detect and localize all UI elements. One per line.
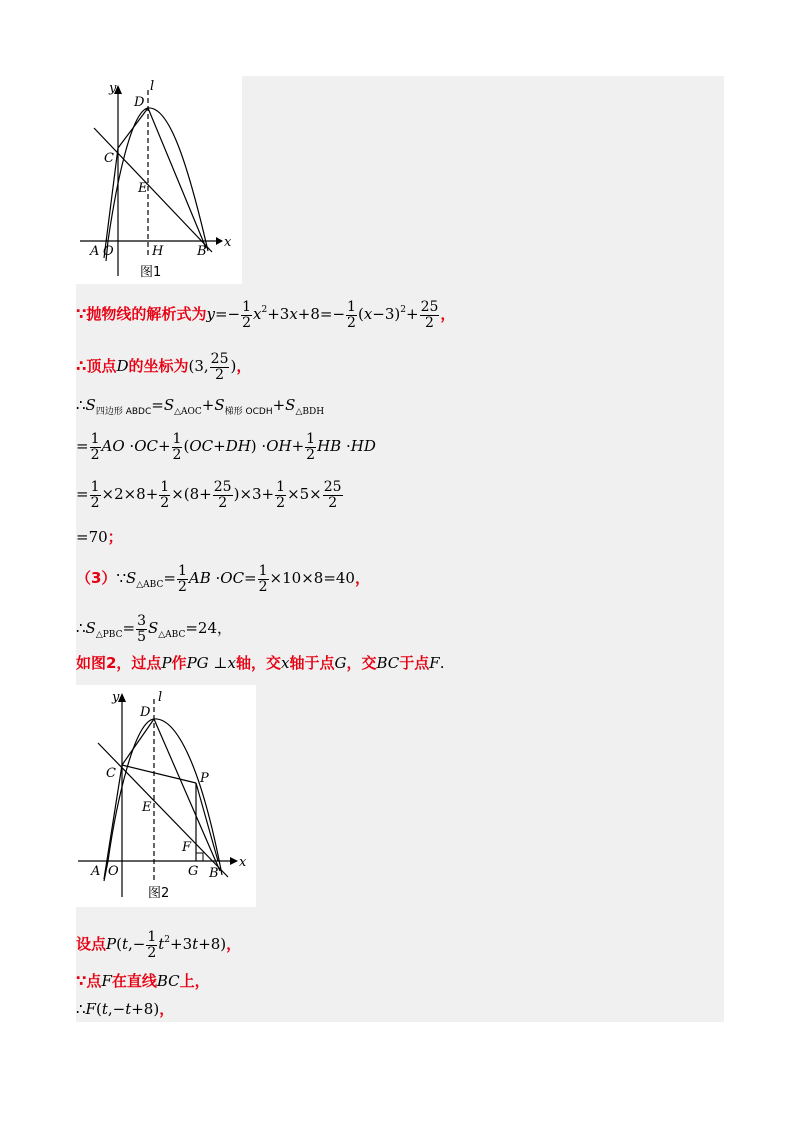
line1-intro: ∵抛物线的解析式为 [76, 305, 207, 324]
line-area-result [76, 530, 123, 545]
line3-therefore: ∴ [76, 396, 86, 414]
line10-intro: 设点 [76, 935, 107, 954]
line8-sub-pbc: △PBC [95, 630, 123, 641]
line3-sub-quad: 四边形 ABDC [95, 407, 152, 417]
line3-sub-bdh: △BDH [295, 407, 325, 417]
line8-therefore: ∴ [76, 619, 86, 638]
fig2-label-e: E [142, 800, 152, 815]
fig2-label-d: D [140, 705, 151, 720]
line11-mid: 在直线 [111, 972, 157, 990]
line2-mid: 的坐标为 [128, 357, 189, 376]
line-parabola-equation: ∵抛物线的解析式为y=− $\frac{1}{2}$ $x^2+3x+8=-$ $\frac{1}{2}$ $(x-3)^2+$ $\frac{25}{2}$ ， [76, 299, 456, 331]
fig1-caption: 图1 [140, 265, 162, 280]
fig1-label-d: D [134, 95, 145, 110]
line9-f: 于点 [399, 654, 430, 672]
line9-c: 轴，交 [235, 654, 281, 672]
figure-1-graph [76, 76, 242, 284]
line12-therefore: ∴ [76, 1000, 86, 1018]
fig2-caption: 图2 [148, 886, 170, 901]
line-area-formula: = $\frac{1}{2}$ AO ·OC+ $\frac{1}{2}$ (OC+DH) ·OH+ $\frac{1}{2}$ HB ·HD [76, 431, 376, 463]
fig1-label-x: x [224, 235, 232, 250]
line9-e: ，交 [346, 654, 377, 672]
figure-2-graph [76, 685, 256, 907]
line12-end: ， [159, 1000, 175, 1018]
fig1-label-y: y [109, 81, 117, 96]
line7-end: ， [354, 569, 370, 588]
line7-sub: △ABC [136, 580, 164, 591]
line8-sub-abc: △ABC [158, 630, 186, 641]
line7-part: （3） [76, 569, 117, 588]
line10-end: ， [226, 935, 242, 954]
figure-1 [76, 76, 242, 284]
line6-end: ； [107, 528, 123, 546]
fig2-label-o: O [108, 864, 119, 879]
fig1-label-o: O [103, 244, 114, 259]
line-point-p: 设点P(t,− $\frac{1}{2}$ $t^2+3t+8$)， [76, 929, 242, 961]
line9-d: 轴于点 [289, 654, 335, 672]
line1-end: ， [440, 305, 456, 324]
line7-because: ∵ [116, 569, 126, 588]
line9-b: 作 [171, 654, 187, 672]
line6-value: =70 [76, 528, 108, 546]
fig2-label-f: F [182, 840, 192, 855]
fig1-label-l: l [150, 79, 155, 94]
line11-end: 上， [179, 972, 210, 990]
fig2-label-c: C [106, 766, 116, 781]
fig2-label-p: P [200, 771, 209, 786]
line-point-f: ∴F(t,−t+8)， [76, 1000, 175, 1018]
fig1-label-b: B [197, 244, 207, 259]
line-area-numbers: = $\frac{1}{2}$ ×2×8+ $\frac{1}{2}$ ×(8+ $\frac{25}{2}$ )×3+ $\frac{1}{2}$ ×5× $\frac{25}{2}$ [76, 479, 342, 511]
line9-a: 如图2，过点 [76, 654, 162, 672]
line2-intro: ∴顶点 [76, 357, 117, 376]
line2-end: ， [236, 357, 252, 376]
line-construction: 如图2，过点P作PG ⊥x轴，交x轴于点G，交BC于点F. [76, 654, 445, 672]
fig2-label-x: x [239, 855, 247, 870]
fig2-label-a: A [91, 864, 101, 879]
line-area-sum: $\therefore S_{四边形 ABDC}=S_{\triangle AOC}+S_{梯形 OCDH}+S_{\triangle BDH}$ [76, 396, 325, 417]
fig2-label-g: G [188, 864, 199, 879]
line-point-f-on-bc: ∵点F在直线BC上， [76, 972, 210, 990]
fig2-label-b: B [209, 866, 219, 881]
line-pbc-area: $\therefore S_{\triangle PBC}=$ $\frac{3}{5}$ $S_{\triangle ABC}=24$， [76, 613, 233, 645]
fig1-label-a: A [90, 244, 100, 259]
fig1-label-e: E [138, 181, 148, 196]
line-part3-abc: $(3)\because S_{\triangle ABC}=$ $\frac{1}{2}$ AB ·OC= $\frac{1}{2}$ ×10×8=40， [76, 563, 370, 595]
fig1-label-h: H [152, 244, 164, 259]
line3-sub-aoc: △AOC [174, 407, 202, 417]
figure-2 [76, 685, 256, 907]
line-vertex: ∴顶点D的坐标为(3, $\frac{25}{2}$ )， [76, 351, 252, 383]
fig2-label-l: l [158, 690, 163, 705]
fig1-label-c: C [104, 151, 114, 166]
line11-intro: ∵点 [76, 972, 102, 990]
fig2-label-y: y [112, 690, 120, 705]
line3-sub-trap: 梯形 OCDH [224, 407, 273, 417]
